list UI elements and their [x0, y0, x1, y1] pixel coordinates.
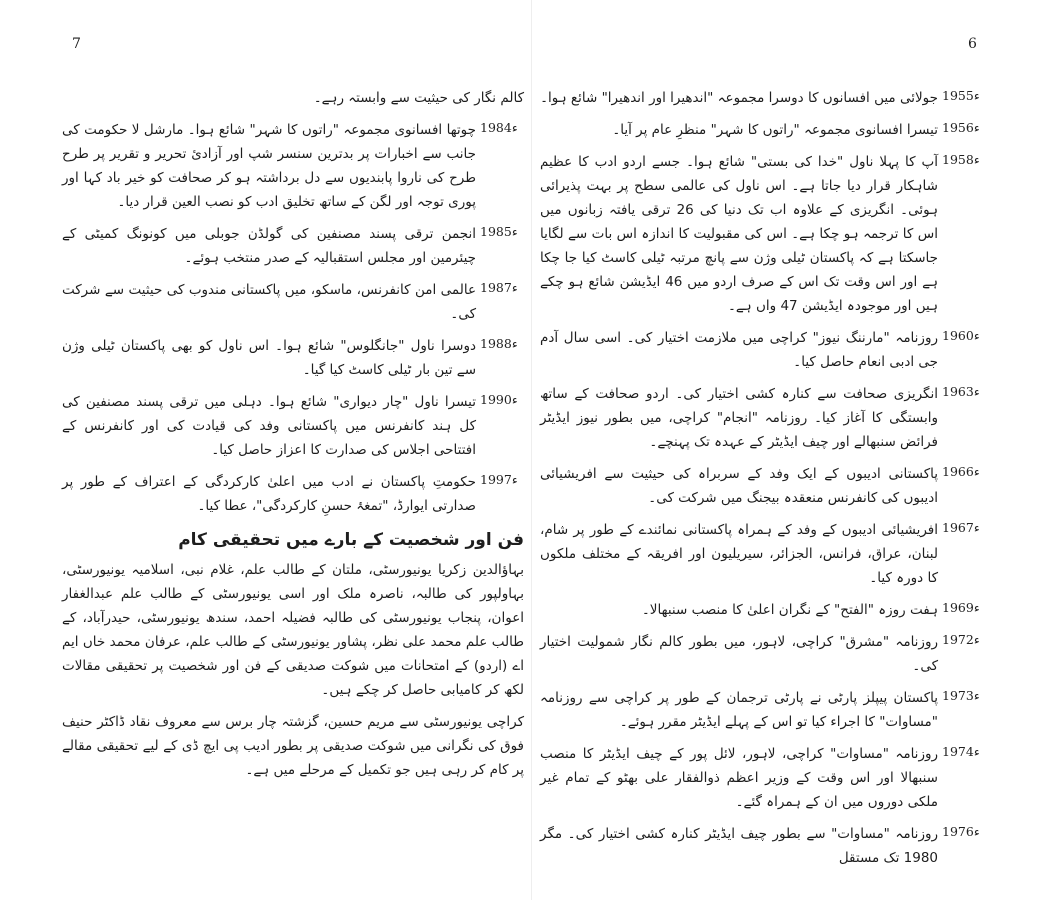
entry-text: عالمی امن کانفرنس، ماسکو، میں پاکستانی مندوب کی حیثیت سے شرکت کی۔	[62, 282, 476, 322]
entry-year: 1960ء	[942, 328, 980, 343]
timeline-entry-1990	[62, 390, 524, 462]
timeline-entry-1958	[540, 150, 986, 318]
entry-year: 1967ء	[942, 520, 980, 535]
timeline-entry-1988	[62, 334, 524, 382]
entry-text: دوسرا ناول "جانگلوس" شائع ہوا۔ اس ناول کو بھی پاکستان ٹیلی وژن سے تین بار ٹیلی کاسٹ کیا گیا۔	[62, 338, 476, 378]
entry-year: 1969ء	[942, 600, 980, 615]
entry-text: جولائی میں افسانوں کا دوسرا مجموعہ "اندھیرا اور اندھیرا" شائع ہوا۔	[540, 90, 938, 106]
entry-year: 1997ء	[480, 472, 518, 487]
entry-text: پاکستان پیپلز پارٹی نے پارٹی ترجمان کے طور پر کراچی سے روزنامہ "مساوات" کا اجراء کیا تو اس کے پہلے ایڈیٹر مقرر ہوئے۔	[540, 690, 938, 730]
entry-year: 1956ء	[942, 120, 980, 135]
entry-year: 1990ء	[480, 392, 518, 407]
entry-text: آپ کا پہلا ناول "خدا کی بستی" شائع ہوا۔ جسے اردو ادب کا عظیم شاہکار قرار دیا جاتا ہے۔ اس ناول کی عالمی سطح پر بہت پذیرائی ہوئی۔ انگریزی کے علاوہ اب تک دنیا کی 26 ترقی یافتہ زبانوں میں اس کا ترجمہ ہو چکا ہے۔ اس کی مقبولیت کا اندازہ اس بات سے لگایا جاسکتا ہے کہ پاکستان ٹیلی وژن سے پانچ مرتبہ ٹیلی کاسٹ کیا جا چکا ہے اور اس وقت تک اس کے صرف اردو میں 46 ایڈیشن شائع ہو چکے ہیں اور موجودہ ایڈیشن 47 واں ہے۔	[540, 154, 938, 314]
timeline-entry-1974	[540, 742, 986, 814]
entry-text: روزنامہ "مشرق" کراچی، لاہور، میں بطور کالم نگار شمولیت اختیار کی۔	[540, 634, 938, 674]
right-page	[540, 86, 986, 880]
entry-year: 1966ء	[942, 464, 980, 479]
timeline-entry-1997	[62, 470, 524, 518]
entry-text: تیسرا ناول "چار دیواری" شائع ہوا۔ دہلی میں ترقی پسند مصنفین کی کل ہند کانفرنس میں پاکستانی وفد کی قیادت کی اور کانفرنس کے افتتاحی اجلاس کی صدارت کا اعزاز حاصل کیا۔	[62, 394, 476, 458]
page-gutter	[531, 0, 532, 900]
entry-year: 1963ء	[942, 384, 980, 399]
section-heading: فن اور شخصیت کے بارے میں تحقیقی کام	[178, 530, 524, 550]
research-paragraph-2: کراچی یونیورسٹی سے مریم حسین، گزشتہ چار برس سے معروف نقاد ڈاکٹر حنیف فوق کی نگرانی میں شوکت صدیقی پر بطور ادیب پی ایچ ڈی کے لیے تحقیقی مقالے پر کام کر رہی ہیں جو تکمیل کے مرحلے میں ہے۔	[62, 714, 524, 778]
left-page	[62, 86, 524, 880]
continuation-text: کالم نگار کی حیثیت سے وابستہ رہے۔	[313, 90, 524, 106]
entry-year: 1972ء	[942, 632, 980, 647]
timeline-entry-1955	[540, 86, 986, 110]
entry-year: 1984ء	[480, 120, 518, 135]
timeline-entry-1967	[540, 518, 986, 590]
research-paragraph-1: بہاؤالدین زکریا یونیورسٹی، ملتان کے طالب علم، غلام نبی، اسلامیہ یونیورسٹی، بہاولپور کی طالبہ، ناصرہ ملک اور اسی یونیورسٹی کے طالب علم عبدالغفار اعوان، پنجاب یونیورسٹی کی طالبہ فضیلہ احمد، سندھ یونیورسٹی، حیدرآباد، کے طالب علم محمد علی نظر، پشاور یونیورسٹی کے طالب علم، عرفان محمد خاں ایم اے (اردو) کے امتحانات میں شوکت صدیقی کے فن اور شخصیت پر تحقیقی مقالات لکھ کر کامیابی حاصل کر چکے ہیں۔	[62, 562, 524, 698]
entry-text: پاکستانی ادیبوں کے ایک وفد کے سربراہ کی حیثیت سے افریشیائی ادیبوں کی کانفرنس منعقدہ بیجنگ میں شرکت کی۔	[540, 466, 938, 506]
entry-year: 1973ء	[942, 688, 980, 703]
entry-year: 1974ء	[942, 744, 980, 759]
timeline-entry-1973	[540, 686, 986, 734]
timeline-entry-1960	[540, 326, 986, 374]
entry-text: روزنامہ "مساوات" سے بطور چیف ایڈیٹر کنارہ کشی اختیار کی۔ مگر 1980 تک مستقل	[540, 826, 938, 866]
entry-year: 1976ء	[942, 824, 980, 839]
entry-text: حکومتِ پاکستان نے ادب میں اعلیٰ کارکردگی کے اعتراف کے طور پر صدارتی ایوارڈ، "تمغۂ حسنِ کارکردگی"، عطا کیا۔	[62, 474, 476, 514]
page-number-right: 6	[968, 36, 977, 52]
entry-text: افریشیائی ادیبوں کے وفد کے ہمراہ پاکستانی نمائندے کے طور پر شام، لبنان، عراق، فرانس، الجزائر، سیریلیون اور افریقہ کے مختلف ملکوں کا دورہ کیا۔	[540, 522, 938, 586]
entry-text: تیسرا افسانوی مجموعہ "راتوں کا شہر" منظرِ عام پر آیا۔	[612, 122, 938, 138]
entry-year: 1988ء	[480, 336, 518, 351]
entry-text: انگریزی صحافت سے کنارہ کشی اختیار کی۔ اردو صحافت کے ساتھ وابستگی کا آغاز کیا۔ روزنامہ "انجام" کراچی، میں بطور نیوز ایڈیٹر فرائض سنبھالے اور چیف ایڈیٹر کے عہدہ تک پہنچے۔	[540, 386, 938, 450]
entry-text: انجمن ترقی پسند مصنفین کی گولڈن جوبلی میں کونونگ کمیٹی کے چیئرمین اور مجلس استقبالیہ کے صدر منتخب ہوئے۔	[62, 226, 476, 266]
timeline-entry-1966	[540, 462, 986, 510]
timeline-entry-1984	[62, 118, 524, 214]
timeline-entry-1956	[540, 118, 986, 142]
entry-text: روزنامہ "مساوات" کراچی، لاہور، لائل پور کے چیف ایڈیٹر کا منصب سنبھالا اور اس وقت کے وزیر اعظم ذوالفقار علی بھٹو کے تمام غیر ملکی دوروں میں ان کے ہمراہ گئے۔	[540, 746, 938, 810]
timeline-entry-1963	[540, 382, 986, 454]
timeline-entry-1985	[62, 222, 524, 270]
entry-year: 1955ء	[942, 88, 980, 103]
page-number-left: 7	[72, 36, 81, 52]
timeline-entry-1976	[540, 822, 986, 870]
entry-text: ہفت روزہ "الفتح" کے نگران اعلیٰ کا منصب سنبھالا۔	[641, 602, 938, 618]
entry-text: روزنامہ "مارننگ نیوز" کراچی میں ملازمت اختیار کی۔ اسی سال آدم جی ادبی انعام حاصل کیا۔	[540, 330, 938, 370]
entry-text: چوتھا افسانوی مجموعہ "راتوں کا شہر" شائع ہوا۔ مارشل لا حکومت کی جانب سے اخبارات پر بدترین سنسر شپ اور آزادئ تحریر و تقریر پر طرح طرح کی ناروا پابندیوں سے دل برداشتہ ہو کر صحافت کو خیر باد کہا اور پوری توجہ اور لگن کے ساتھ تخلیق ادب کو نصب العین قرار دیا۔	[62, 122, 476, 210]
entry-year: 1958ء	[942, 152, 980, 167]
timeline-entry-1969	[540, 598, 986, 622]
entry-year: 1987ء	[480, 280, 518, 295]
entry-year: 1985ء	[480, 224, 518, 239]
timeline-entry-1987	[62, 278, 524, 326]
timeline-entry-1972	[540, 630, 986, 678]
